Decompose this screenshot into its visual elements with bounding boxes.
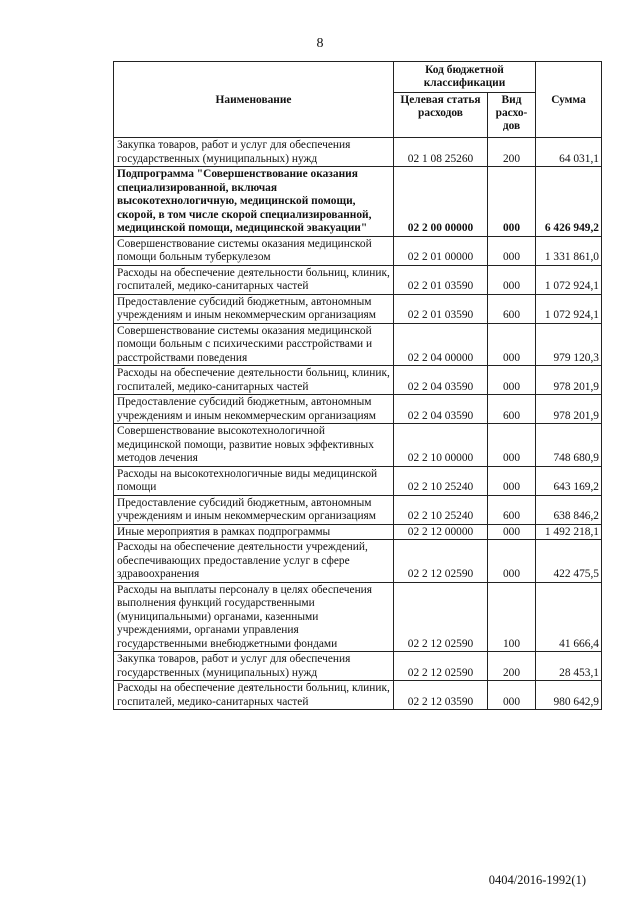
row-code: 02 2 01 03590 [394, 294, 488, 323]
table-row [114, 138, 602, 167]
row-code: 02 2 01 00000 [394, 236, 488, 265]
row-kind: 000 [488, 167, 536, 237]
table-body [114, 138, 602, 710]
row-code: 02 2 10 25240 [394, 495, 488, 524]
table-row [114, 540, 602, 583]
document-number: 0404/2016-1992(1) [488, 873, 586, 887]
row-code: 02 2 12 02590 [394, 652, 488, 681]
row-kind: 100 [488, 582, 536, 652]
header-target-article: Целевая статья расходов [394, 93, 488, 138]
row-sum: 980 642,9 [536, 681, 602, 710]
header-sum: Сумма [536, 62, 602, 138]
table-row [114, 395, 602, 424]
row-sum: 28 453,1 [536, 652, 602, 681]
page-number: 8 [316, 36, 324, 51]
row-kind: 200 [488, 138, 536, 167]
row-code: 02 2 12 03590 [394, 681, 488, 710]
table-row [114, 582, 602, 652]
row-sum: 643 169,2 [536, 466, 602, 495]
row-kind: 000 [488, 236, 536, 265]
row-code: 02 2 12 02590 [394, 582, 488, 652]
row-kind: 000 [488, 424, 536, 467]
row-name: Подпрограмма "Совершенствование оказания специализированной, включая высокотехнологичную, медицинской помощи, скорой, в том числе скорой специализированной, медицинской помощи, медицинской эвакуации" [114, 167, 394, 237]
row-name: Закупка товаров, работ и услуг для обеспечения государственных (муниципальных) нужд [114, 652, 394, 681]
row-sum: 64 031,1 [536, 138, 602, 167]
row-sum: 748 680,9 [536, 424, 602, 467]
header-budget-code: Код бюджетной классификации [394, 62, 536, 93]
row-sum: 979 120,3 [536, 323, 602, 366]
row-code: 02 2 01 03590 [394, 265, 488, 294]
table-row [114, 294, 602, 323]
row-kind: 000 [488, 540, 536, 583]
row-sum: 638 846,2 [536, 495, 602, 524]
row-name: Расходы на выплаты персоналу в целях обеспечения выполнения функций государственными (муниципальными) органами, казенными учреждениями, органами управления государственными внебюджетными фондами [114, 582, 394, 652]
table-row [114, 366, 602, 395]
row-kind: 000 [488, 265, 536, 294]
row-name: Расходы на высокотехнологичные виды медицинской помощи [114, 466, 394, 495]
row-sum: 1 492 218,1 [536, 524, 602, 540]
row-name: Закупка товаров, работ и услуг для обеспечения государственных (муниципальных) нужд [114, 138, 394, 167]
row-name: Совершенствование высокотехнологичной медицинской помощи, развитие новых эффективных методов лечения [114, 424, 394, 467]
row-code: 02 2 10 25240 [394, 466, 488, 495]
row-kind: 000 [488, 524, 536, 540]
row-code: 02 2 12 00000 [394, 524, 488, 540]
row-sum: 41 666,4 [536, 582, 602, 652]
row-sum: 6 426 949,2 [536, 167, 602, 237]
row-name: Расходы на обеспечение деятельности больниц, клиник, госпиталей, медико-санитарных частей [114, 681, 394, 710]
row-code: 02 2 04 03590 [394, 366, 488, 395]
row-name: Расходы на обеспечение деятельности больниц, клиник, госпиталей, медико-санитарных частей [114, 265, 394, 294]
row-kind: 000 [488, 681, 536, 710]
table-row [114, 167, 602, 237]
row-sum: 978 201,9 [536, 395, 602, 424]
row-sum: 422 475,5 [536, 540, 602, 583]
table-row [114, 652, 602, 681]
row-name: Совершенствование системы оказания медицинской помощи больным с психическими расстройствами и расстройствами поведения [114, 323, 394, 366]
row-code: 02 2 10 00000 [394, 424, 488, 467]
row-code: 02 2 00 00000 [394, 167, 488, 237]
header-expense-type: Вид расхо-дов [488, 93, 536, 138]
row-name: Расходы на обеспечение деятельности учреждений, обеспечивающих предоставление услуг в сфере здравоохранения [114, 540, 394, 583]
row-kind: 600 [488, 294, 536, 323]
row-name: Совершенствование системы оказания медицинской помощи больным туберкулезом [114, 236, 394, 265]
table-row [114, 466, 602, 495]
table-row [114, 265, 602, 294]
header-name: Наименование [114, 62, 394, 138]
row-code: 02 2 04 00000 [394, 323, 488, 366]
row-code: 02 2 12 02590 [394, 540, 488, 583]
table-row [114, 524, 602, 540]
table-row [114, 495, 602, 524]
row-kind: 000 [488, 323, 536, 366]
row-sum: 1 072 924,1 [536, 294, 602, 323]
row-code: 02 1 08 25260 [394, 138, 488, 167]
table-row [114, 323, 602, 366]
row-kind: 600 [488, 395, 536, 424]
budget-table [113, 61, 602, 710]
row-name: Предоставление субсидий бюджетным, автономным учреждениям и иным некоммерческим организациям [114, 395, 394, 424]
row-kind: 200 [488, 652, 536, 681]
row-kind: 600 [488, 495, 536, 524]
table-row [114, 424, 602, 467]
row-sum: 1 072 924,1 [536, 265, 602, 294]
row-sum: 978 201,9 [536, 366, 602, 395]
table-row [114, 236, 602, 265]
row-kind: 000 [488, 466, 536, 495]
row-code: 02 2 04 03590 [394, 395, 488, 424]
row-kind: 000 [488, 366, 536, 395]
row-name: Иные мероприятия в рамках подпрограммы [114, 524, 394, 540]
row-name: Предоставление субсидий бюджетным, автономным учреждениям и иным некоммерческим организациям [114, 495, 394, 524]
row-name: Расходы на обеспечение деятельности больниц, клиник, госпиталей, медико-санитарных частей [114, 366, 394, 395]
table-row [114, 681, 602, 710]
row-name: Предоставление субсидий бюджетным, автономным учреждениям и иным некоммерческим организациям [114, 294, 394, 323]
row-sum: 1 331 861,0 [536, 236, 602, 265]
